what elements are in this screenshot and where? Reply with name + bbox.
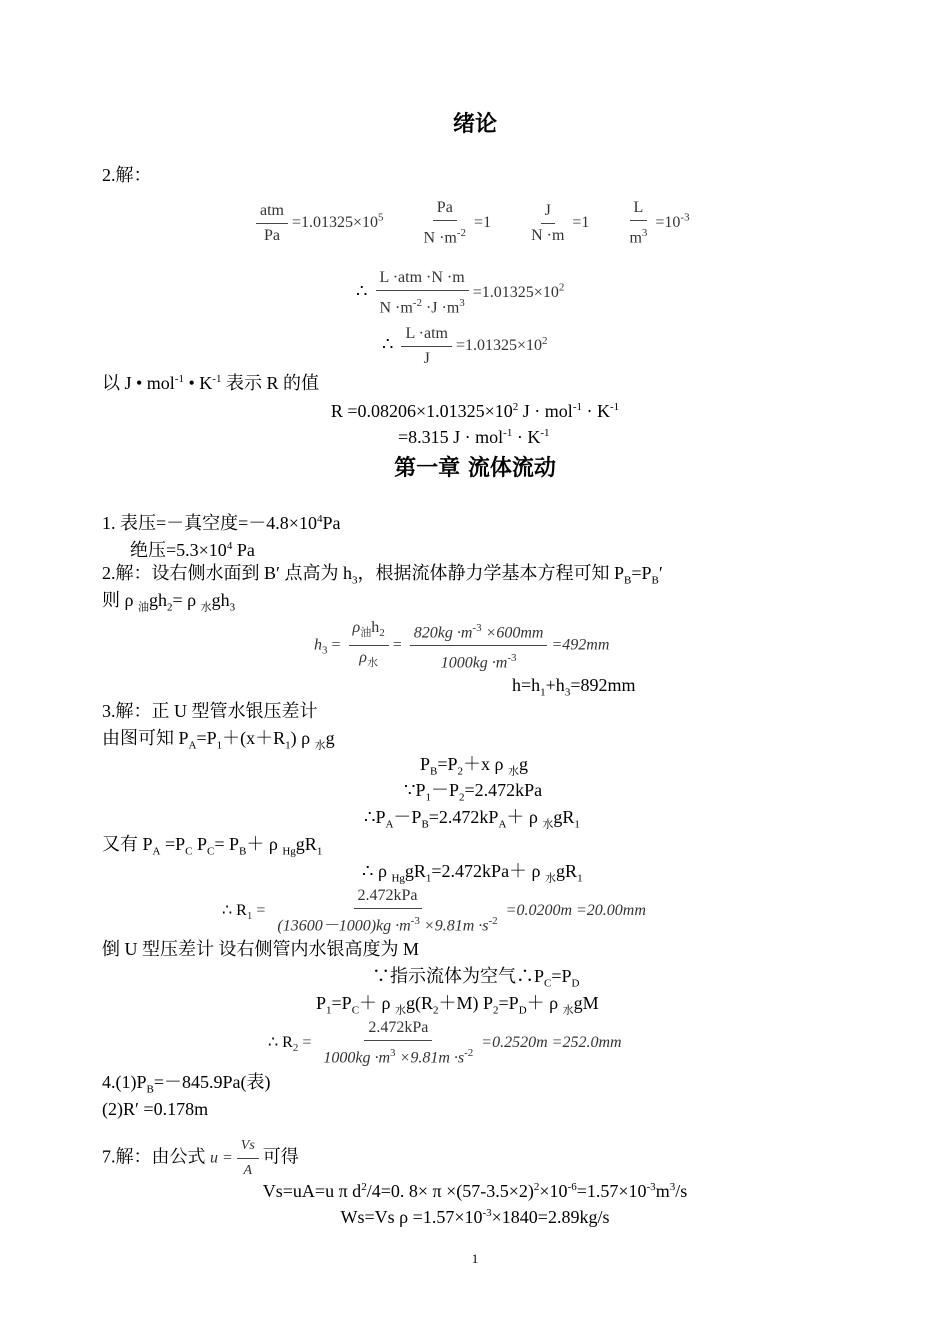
q7-volume-flow: Vs=uA=u π $d^2/4=0$. $8\times \pi \times(57-3.5\times 2)^2\times 10^{-6}=1.57\times 10^{-3}m^3/s$ (262, 1181, 688, 1201)
q3-pa-pb: $\therefore P_A-P_B=2.472kP_A+ \rho$ $_水gR_1$ (364, 807, 580, 831)
r-result: =8.315 $J \cdot mol^{-1} \cdot K^{-1}$ (398, 427, 550, 447)
chapter-title: 第一章 流体流动 (394, 456, 556, 481)
problem-label: 2.解： (102, 165, 152, 185)
q3-inverted-pressures: $P_1=P_C+ \rho$ $_水g(R_2+M)$ $P_2=P_D+ \rho$ $_水$gM (316, 993, 599, 1017)
fraction-l-m3: $\frac{L}{m^3}$ (629, 199, 648, 247)
fraction-j-nm: $\frac{J}{N \cdot m}$ (531, 201, 565, 244)
equation-l-atm-j: ∴ $\frac{\text{L ·atm}}{J}$ $=1.01325\times 10^2$ (382, 325, 548, 367)
q3-r2-equation: ∴ $R_2$ = $\frac{\text{2.472kPa}}{1000kg \cdot m^3 \times 9.81m \cdot s^{-2}}$ =0.2520m =252.0mm (268, 1019, 622, 1067)
q3-inverted-u-title: 倒 U 型压差计 设右侧管内水银高度为 M (102, 939, 420, 959)
section-title-intro: 绪论 (452, 112, 497, 137)
fraction-atm-pa: $\frac{\text{atm}}{Pa}$ (256, 201, 288, 246)
r-caption: 以 J • mol$^{-1}$ • $K^{-1}$ 表示 R 的值 (102, 373, 319, 393)
q7-statement: 7.解：由公式 u = $\frac{Vs}{A}$ 可得 (102, 1138, 299, 1178)
q4-part2: (2)R′ =0.178m (102, 1099, 209, 1119)
q1-gauge-pressure: 1. 表压=－真空度$=-4.8\times 10^4Pa$ (102, 513, 341, 533)
q2-total-height: $h=h_1+h_3=892mm$ (512, 675, 636, 699)
q7-mass-flow: Ws=Vs $\rho =1.57\times 10^{-3}\times 1840=2.89kg/s$ (340, 1207, 610, 1227)
r-calculation: $R =0.08206\times 1.01325\times 10^2$ $J \cdot mol^{-1} \cdot K^{-1}$ (330, 401, 620, 421)
q2-h3-equation: $h_3$ = $\frac{\rho_油h_2}{\rho_水}$ = $\frac{820kg \cdot m^{-3} \times 600mm}{1000kg \cdot m^{-3}}$ =492mm (314, 619, 610, 672)
q2-relation: 则 ρ $_油gh_2= \rho$ $_水gh_3$ (102, 590, 236, 614)
q3-pa-expression: 由图可知 $P_A=P_1+(x+R_1)$ ρ $_水$g (102, 728, 335, 752)
q4-part1: $4.(1)P_B=-845.9Pa$(表) (102, 1072, 271, 1096)
q2-statement: 2.解：设右侧水面到 B′ 点高为 $h_3$，根据流体静力学基本方程可知 $P_B=P_B'$ (102, 563, 663, 587)
q3-air-indicator: ∵指示流体为空气$\therefore P_C=P_D$ (372, 966, 580, 990)
q1-absolute-pressure: 绝压$=5.3\times 10^4$ Pa (130, 540, 255, 560)
equation-units-combined: ∴ $\frac{\text{L ·atm ·N ·m}}{N \cdot m^{-2} \cdot J \cdot m^3}$ $=1.01325\times 10^2$ (356, 269, 565, 317)
q3-pc-relation: 又有 $P_A =P_C$ $P_C= P_B+ \rho$ $_{Hg}gR_1$ (102, 834, 323, 858)
unit-equation-row: $\frac{\text{atm}}{Pa}$ $=1.01325\times 10^5$ $\frac{Pa}{N \cdot m^{-2}}$ =1 $\frac{J}{N \cdot m}$ =1 $\frac{L}{m^3}$ $=10^{-3}$ (252, 198, 690, 248)
fraction-pa-nm2: $\frac{Pa}{N \cdot m^{-2}}$ (423, 199, 467, 247)
page-number: 1 (471, 1251, 479, 1266)
q3-title: 3.解：正 U 型管水银压差计 (102, 701, 318, 721)
q3-hg-relation: ∴ ρ $_{Hg}gR_1=2.472kPa+ \rho$ $_水gR_1$ (362, 861, 583, 885)
q3-pb-expression: $P_B=P_2+x$ ρ $_水$g (420, 754, 529, 778)
q3-r1-equation: ∴ $R_1$ = $\frac{\text{2.472kPa}}{(13600-1000)kg \cdot m^{-3} \times 9.81m \cdot s^{-2}}$ =0.0200m =20.00mm (222, 887, 646, 935)
q3-p1-p2: $\because P_1-P_2=2.472kPa$ (404, 780, 543, 804)
